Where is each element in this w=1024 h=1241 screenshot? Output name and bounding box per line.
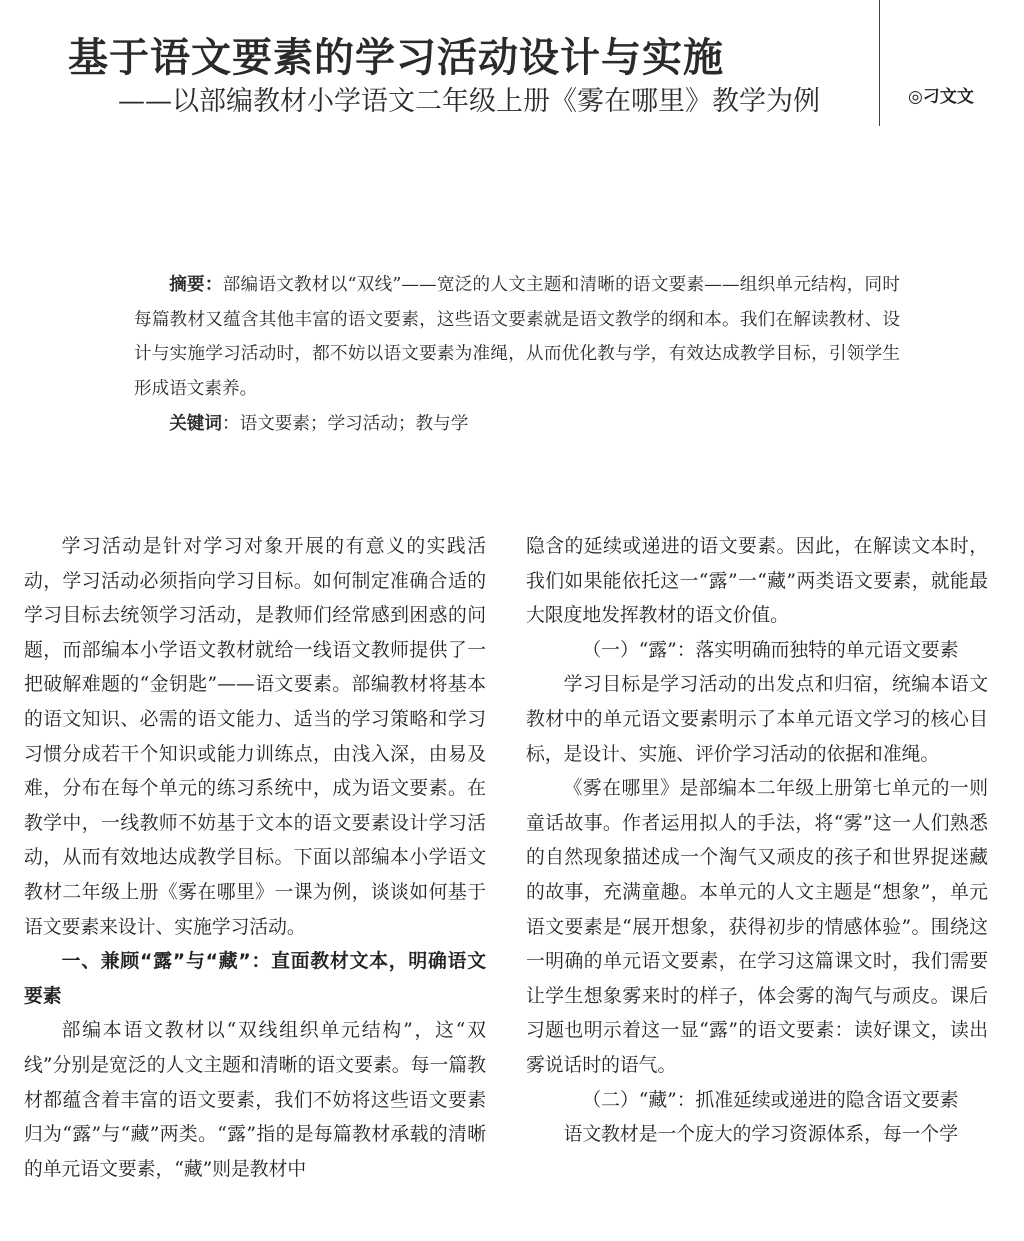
body-column-right: [526, 530, 988, 1190]
body-paragraph: 语文教材是一个庞大的学习资源体系，每一个学: [563, 1124, 958, 1146]
article-subtitle: ——以部编教材小学语文二年级上册《雾在哪里》教学为例: [118, 86, 820, 117]
subsection-heading: （一）“露”：落实明确而独特的单元语文要素: [582, 639, 959, 661]
body-paragraph: 部编本语文教材以“双线组织单元结构”，这“双线”分别是宽泛的人文主题和清晰的语文要素。每一篇教材都蕴含着丰富的语文要素，我们不妨将这些语文要素归为“露”与“藏”两类。“露”指的是每篇教材承载的清晰的单元语文要素，“藏”则是教材中: [24, 1020, 486, 1180]
body-paragraph: 《雾在哪里》是部编本二年级上册第七单元的一则童话故事。作者运用拟人的手法，将“雾”这一人们熟悉的自然现象描述成一个淘气又顽皮的孩子和世界捉迷藏的故事，充满童趣。本单元的人文主题是“想象”，单元语文要素是“展开想象，获得初步的情感体验”。围绕这一明确的单元语文要素，在学习这篇课文时，我们需要让学生想象雾来时的样子，体会雾的淘气与顽皮。课后习题也明示着这一显“露”的语文要素：读好课文，读出雾说话时的语气。: [526, 778, 988, 1076]
keywords-colon: ：: [221, 414, 240, 434]
keywords-text: 语文要素；学习活动；教与学: [239, 414, 469, 434]
abstract-text: 部编语文教材以“双线”——宽泛的人文主题和清晰的语文要素——组织单元结构，同时每篇教材又蕴含其他丰富的语文要素，这些语文要素就是语文教学的纲和本。我们在解读教材、设计与实施学习活动时，都不妨以语文要素为准绳，从而优化教与学，有效达成教学目标，引领学生形成语文素养。: [134, 275, 900, 399]
body-paragraph: 学习目标是学习活动的出发点和归宿，统编本语文教材中的单元语文要素明示了本单元语文学习的核心目标，是设计、实施、评价学习活动的依据和准绳。: [526, 674, 988, 765]
abstract: [134, 268, 900, 406]
author-name: ◎刁文文: [908, 87, 974, 107]
keywords-label: 关键词: [169, 414, 222, 434]
header-divider: [879, 0, 880, 126]
abstract-colon: ：: [204, 275, 223, 295]
keywords: [134, 407, 900, 442]
body-paragraph: 隐含的延续或递进的语文要素。因此，在解读文本时，我们如果能依托这一“露”一“藏”两类语文要素，就能最大限度地发挥教材的语文价值。: [526, 536, 988, 627]
body-column-left: [24, 530, 486, 1190]
subsection-heading: （二）“藏”：抓准延续或递进的隐含语文要素: [582, 1089, 959, 1111]
article-title: 基于语文要素的学习活动设计与实施: [68, 35, 724, 81]
body-paragraph: 学习活动是针对学习对象开展的有意义的实践活动，学习活动必须指向学习目标。如何制定准确合适的学习目标去统领学习活动，是教师们经常感到困惑的问题，而部编本小学语文教材就给一线语文教师提供了一把破解难题的“金钥匙”——语文要素。部编教材将基本的语文知识、必需的语文能力、适当的学习策略和学习习惯分成若干个知识或能力训练点，由浅入深，由易及难，分布在每个单元的练习系统中，成为语文要素。在教学中，一线教师不妨基于文本的语文要素设计学习活动，从而有效地达成教学目标。下面以部编本小学语文教材二年级上册《雾在哪里》一课为例，谈谈如何基于语文要素来设计、实施学习活动。: [24, 536, 486, 938]
section-heading: 一、兼顾“露”与“藏”：直面教材文本，明确语文要素: [24, 951, 486, 1007]
abstract-label: 摘要: [169, 275, 205, 295]
